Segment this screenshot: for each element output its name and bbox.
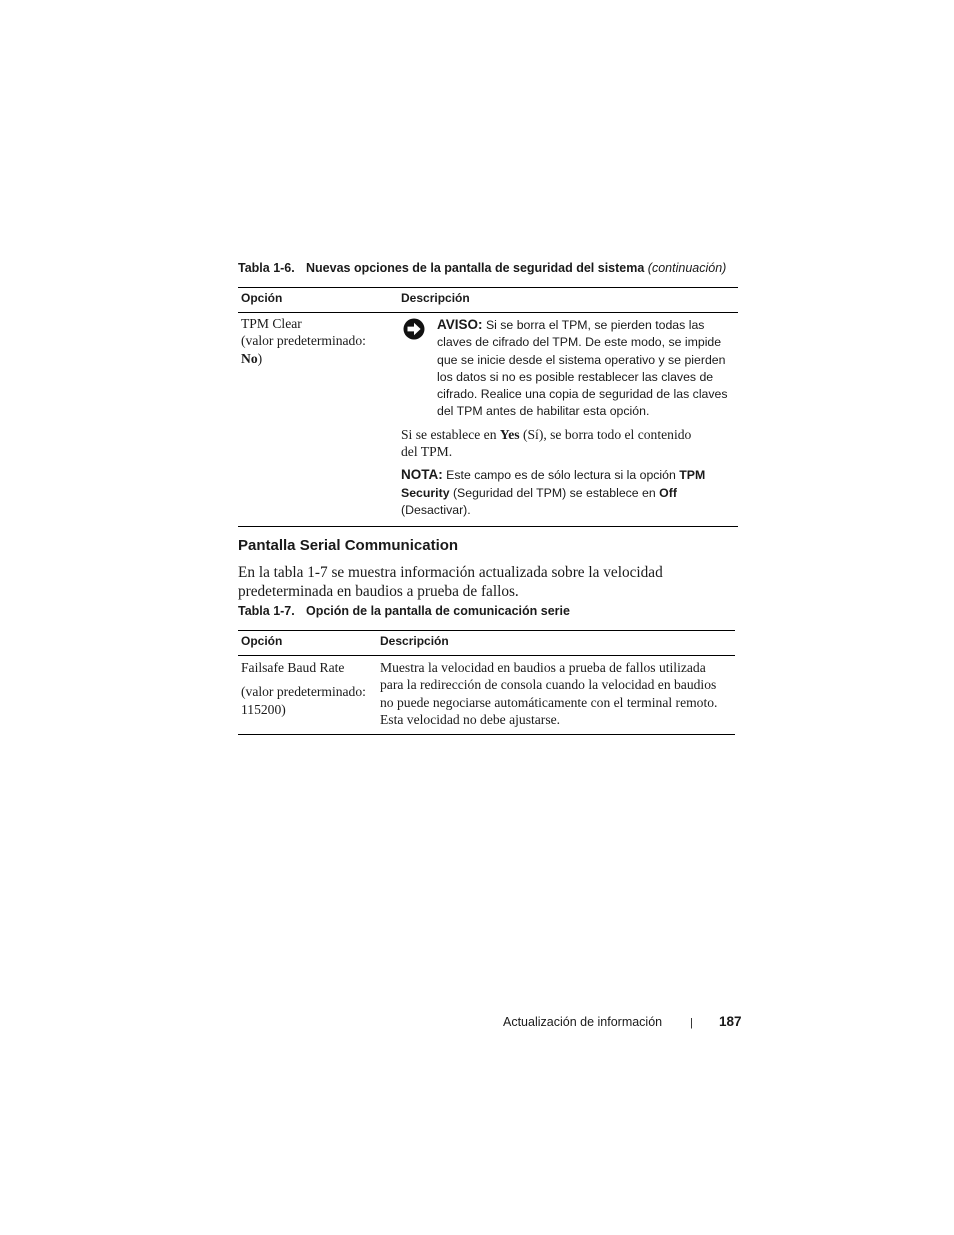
column-header-description: Descripción bbox=[398, 288, 738, 313]
column-header-description: Descripción bbox=[377, 631, 735, 656]
option-cell bbox=[238, 313, 398, 527]
table-6-number: Tabla 1-6. bbox=[238, 261, 295, 275]
nota-label: NOTA: bbox=[401, 467, 443, 483]
aviso-label: AVISO: bbox=[437, 317, 483, 332]
table-7-number: Tabla 1-7. bbox=[238, 604, 295, 618]
option-default: (valor predeterminado: 115200) bbox=[241, 684, 366, 717]
table-7 bbox=[238, 630, 735, 735]
section-paragraph: En la tabla 1-7 se muestra información actualizada sobre la velocidad predeterminada en baudios a prueba de fallos. bbox=[238, 564, 663, 600]
option-default-value: No bbox=[241, 350, 258, 366]
section-heading: Pantalla Serial Communication bbox=[238, 537, 459, 554]
page-number: 187 bbox=[719, 1014, 742, 1029]
nota-notice: NOTA: Este campo es de sólo lectura si la opción TPM Security (Seguridad del TPM) se establece en Off (Desactivar). bbox=[401, 467, 706, 517]
option-cell bbox=[238, 656, 377, 735]
table-6-continuation: (continuación) bbox=[647, 261, 727, 275]
description-cell: Muestra la velocidad en baudios a prueba de fallos utilizada para la redirección de consola cuando la velocidad en baudios no puede negociarse automáticamente con el terminal remoto. Esta velocidad no debe ajustarse. bbox=[377, 656, 735, 735]
option-name: TPM Clear bbox=[241, 316, 302, 331]
table-header-row bbox=[238, 631, 735, 656]
value-yes: Yes bbox=[499, 426, 520, 442]
table-row bbox=[238, 656, 735, 735]
column-header-option: Opción bbox=[238, 631, 377, 656]
description-text: Si se establece en Yes (Sí), se borra todo el contenido del TPM. bbox=[401, 426, 692, 460]
table-6-title: Nuevas opciones de la pantalla de seguridad del sistema bbox=[306, 261, 645, 275]
footer-separator: | bbox=[690, 1017, 693, 1029]
column-header-option: Opción bbox=[238, 288, 398, 313]
aviso-notice bbox=[401, 316, 735, 421]
table-row bbox=[238, 313, 738, 527]
footer-chapter: Actualización de información bbox=[503, 1015, 663, 1029]
value-off: Off bbox=[659, 485, 677, 500]
aviso-text: Si se borra el TPM, se pierden todas las claves de cifrado del TPM. De este modo, se impide que se inicie desde el sistema operativo y se pierden los datos si no es posible restablecer las claves de cifrado. Realice una copia de seguridad de las claves del TPM antes de habilitar esta opción. bbox=[437, 318, 728, 419]
notice-arrow-icon bbox=[403, 318, 425, 340]
table-header-row bbox=[238, 288, 738, 313]
table-6 bbox=[238, 287, 738, 527]
table-7-title: Opción de la pantalla de comunicación serie bbox=[306, 604, 570, 618]
option-name: Failsafe Baud Rate bbox=[241, 660, 345, 675]
option-tpm-security: TPM Security bbox=[401, 468, 706, 500]
option-default: (valor predeterminado: No) bbox=[241, 333, 366, 366]
table-6-caption bbox=[238, 261, 726, 275]
description-cell bbox=[398, 313, 738, 527]
table-7-caption bbox=[238, 604, 570, 618]
